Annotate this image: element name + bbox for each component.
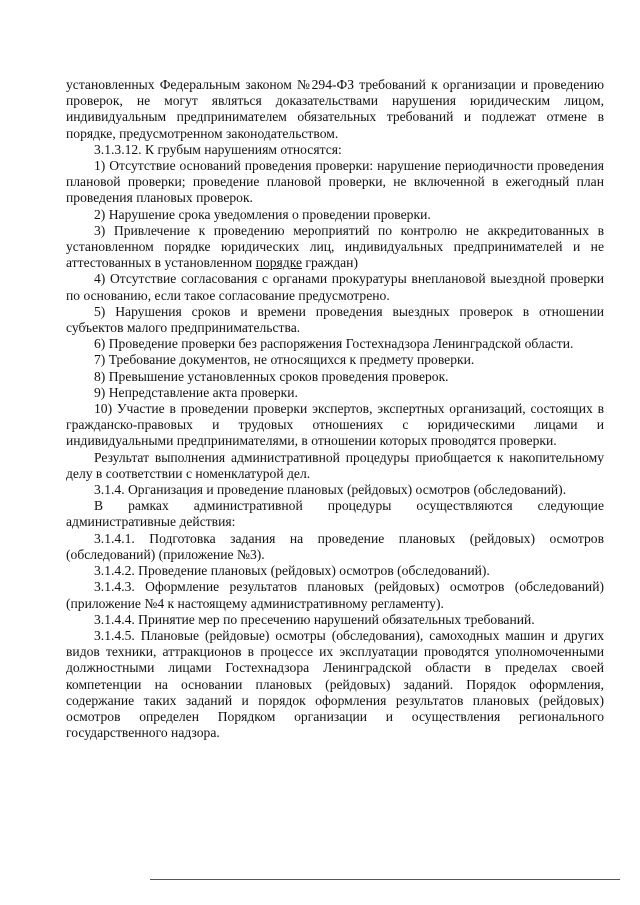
paragraph-item-7: 7) Требование документов, не относящихся к предмету проверки.	[94, 352, 475, 368]
paragraph-item-5: 5) Нарушения сроков и времени проведения выездных проверок в отношении субъектов малого предпринимательства.	[66, 303, 604, 336]
paragraph-3-1-4-2: 3.1.4.2. Проведение плановых (рейдовых) осмотров (обследований).	[94, 563, 490, 579]
paragraph-item-9: 9) Непредставление акта проверки.	[94, 384, 298, 400]
paragraph-item-6: 6) Проведение проверки без распоряжения Гостехнадзора Ленинградской области.	[94, 336, 574, 352]
section-3-1-4-heading: 3.1.4. Организация и проведение плановых (рейдовых) осмотров (обследований).	[94, 482, 567, 498]
paragraph-item-10: 10) Участие в проведении проверки экспертов, экспертных организаций, состоящих в гражданско-правовых и трудовых отношениях с юридическими лицами и индивидуальными предпринимателями, в отношении которых проводятся проверки.	[66, 401, 604, 449]
paragraph-item-8: 8) Превышение установленных сроков проведения проверок.	[94, 368, 449, 384]
paragraph-3-1-4-3: 3.1.4.3. Оформление результатов плановых (рейдовых) осмотров (обследований) (приложение №4 к настоящему административному регламенту).	[66, 579, 604, 611]
paragraph-3-1-4-5: 3.1.4.5. Плановые (рейдовые) осмотры (обследования), самоходных машин и других видов техники, аттракционов в процессе их эксплуатации проводятся уполномоченными должностными лицами Гостехнадзора Ленинградской области в пределах своей компетенции на основании плановых (рейдовых) заданий. Порядок оформления, содержание таких заданий и порядок оформления результатов плановых (рейдовых) осмотров определен Порядком организации и осуществления регионального государственного надзора.	[66, 627, 604, 741]
paragraph-continuation: установленных Федеральным законом №294-ФЗ требований к организации и проведению проверок, не могут являться доказательствами нарушения юридическим лицом, индивидуальным предпринимателем обязательных требований и подлежат отмене в порядке, предусмотренном законодательством.	[66, 77, 604, 141]
footer-divider-line	[150, 879, 620, 880]
item-3-text-end: граждан)	[302, 255, 358, 271]
item-3-text-start: 3) Привлечение к проведению мероприятий по контролю не аккредитованных в установленном порядке юридических лиц, индивидуальных предпринимателей и не аттестованных в установленном	[66, 222, 604, 271]
paragraph-administrative-actions: В рамках административной процедуры осуществляются следующие административные действия:	[66, 498, 604, 530]
paragraph-3-1-4-4: 3.1.4.4. Принятие мер по пресечению нарушений обязательных требований.	[94, 611, 535, 627]
paragraph-item-1: 1) Отсутствие оснований проведения проверки: нарушение периодичности проведения плановой проверки; проведение плановой проверки, не включенной в ежегодный план проведения плановых проверок.	[66, 158, 604, 206]
paragraph-gross-violations-heading: 3.1.3.12. К грубым нарушениям относятся:	[94, 141, 342, 157]
paragraph-item-2: 2) Нарушение срока уведомления о проведении проверки.	[94, 206, 431, 222]
paragraph-procedure-result: Результат выполнения административной процедуры приобщается к накопительному делу в соответствии с номенклатурой дел.	[66, 449, 604, 481]
paragraph-item-3	[66, 223, 604, 272]
document-body	[66, 77, 604, 741]
paragraph-3-1-4-1: 3.1.4.1. Подготовка задания на проведение плановых (рейдовых) осмотров (обследований) (приложение №3).	[66, 530, 604, 562]
paragraph-item-4: 4) Отсутствие согласования с органами прокуратуры внеплановой выездной проверки по основанию, если такое согласование предусмотрено.	[66, 271, 604, 303]
item-3-underlined-word: порядке	[255, 255, 303, 271]
